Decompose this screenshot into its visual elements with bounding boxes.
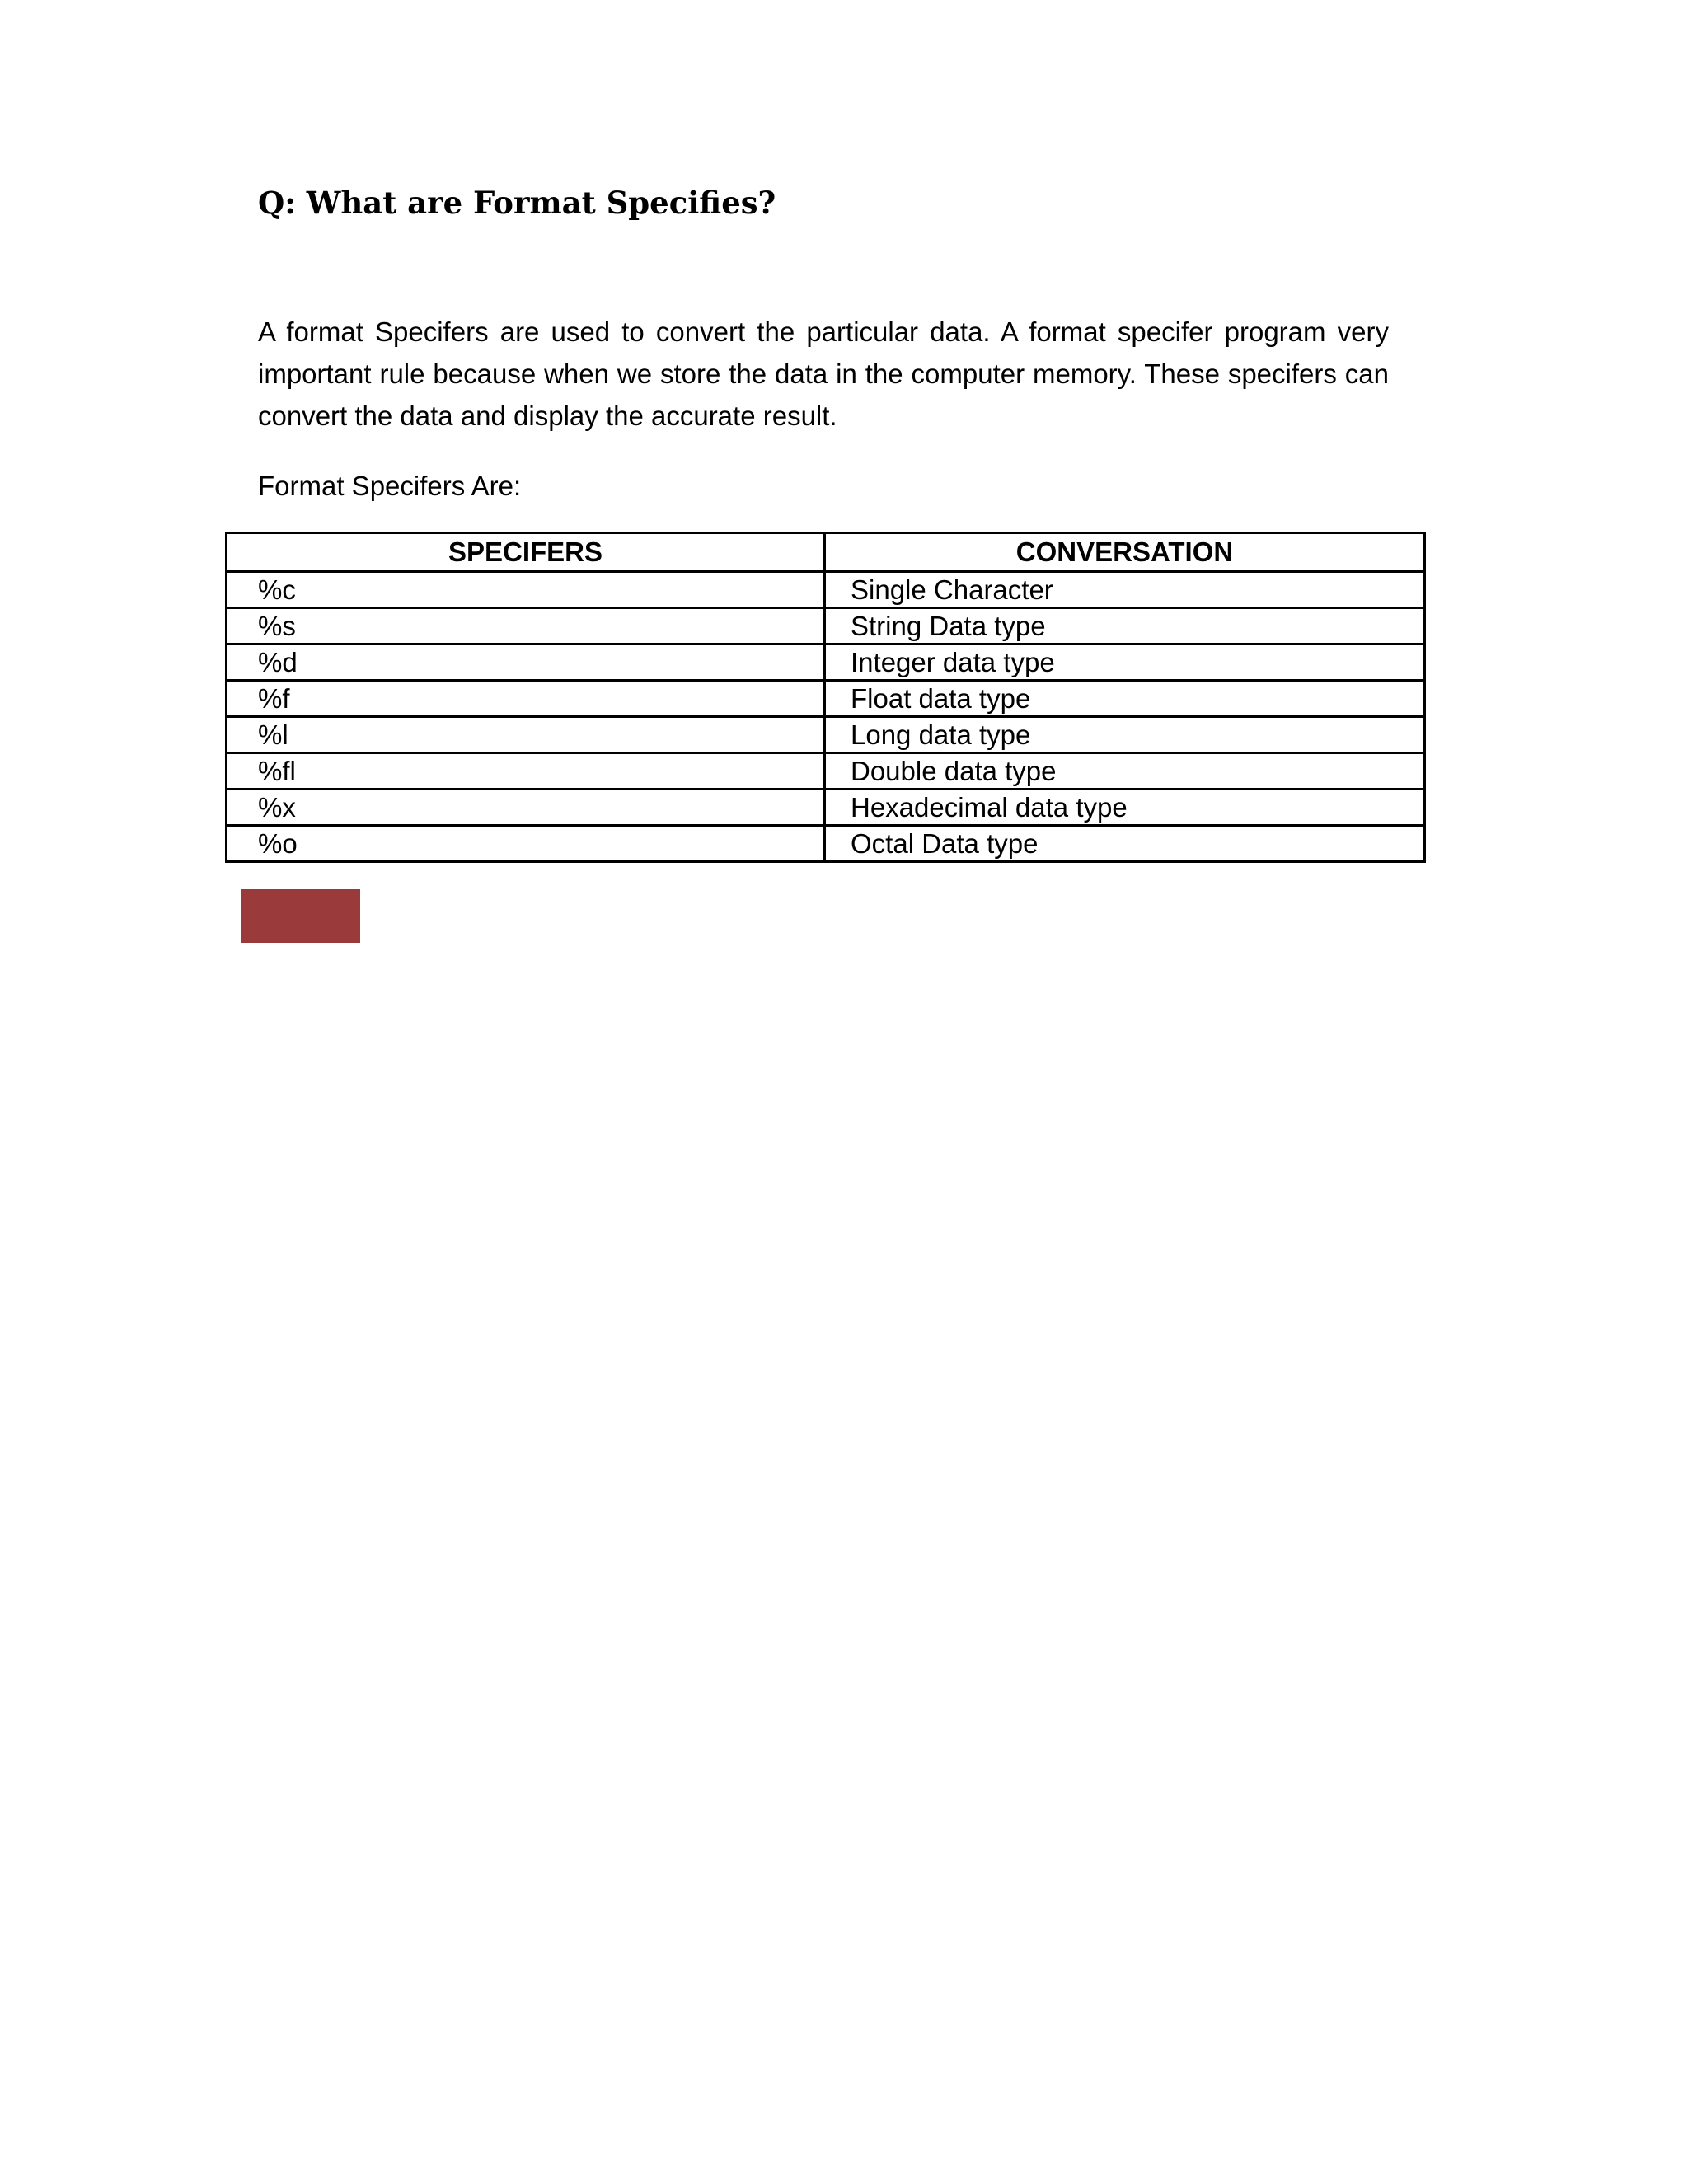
page-title: Q: What are Format Specifies? [258,185,776,221]
specifier-cell: %l [227,717,825,753]
table-row [227,717,1425,753]
body-paragraph: A format Specifers are used to convert the particular data. A format specifer program very important rule because when we store the data in the computer memory. These specifers can convert the data and display the accurate result. [258,316,1389,431]
specifier-cell: %fl [227,753,825,790]
conversion-cell: Hexadecimal data type [825,790,1425,826]
specifier-cell: %o [227,826,825,862]
conversion-cell: String Data type [825,608,1425,644]
specifier-cell: %f [227,681,825,717]
conversion-cell: Octal Data type [825,826,1425,862]
header-conversation: CONVERSATION [825,533,1425,572]
specifier-cell: %x [227,790,825,826]
red-redaction-block [241,889,360,943]
table-row [227,753,1425,790]
table-header-row [227,533,1425,572]
table-row [227,826,1425,862]
specifier-cell: %d [227,644,825,681]
table-row [227,790,1425,826]
table-row [227,681,1425,717]
specifier-cell: %c [227,572,825,608]
conversion-cell: Double data type [825,753,1425,790]
table-row [227,572,1425,608]
conversion-cell: Long data type [825,717,1425,753]
specifier-cell: %s [227,608,825,644]
table-row [227,644,1425,681]
format-specifier-table [225,532,1426,863]
table-row [227,608,1425,644]
header-specifers: SPECIFERS [227,533,825,572]
conversion-cell: Float data type [825,681,1425,717]
conversion-cell: Integer data type [825,644,1425,681]
conversion-cell: Single Character [825,572,1425,608]
table-lead-text: Format Specifers Are: [258,471,522,501]
